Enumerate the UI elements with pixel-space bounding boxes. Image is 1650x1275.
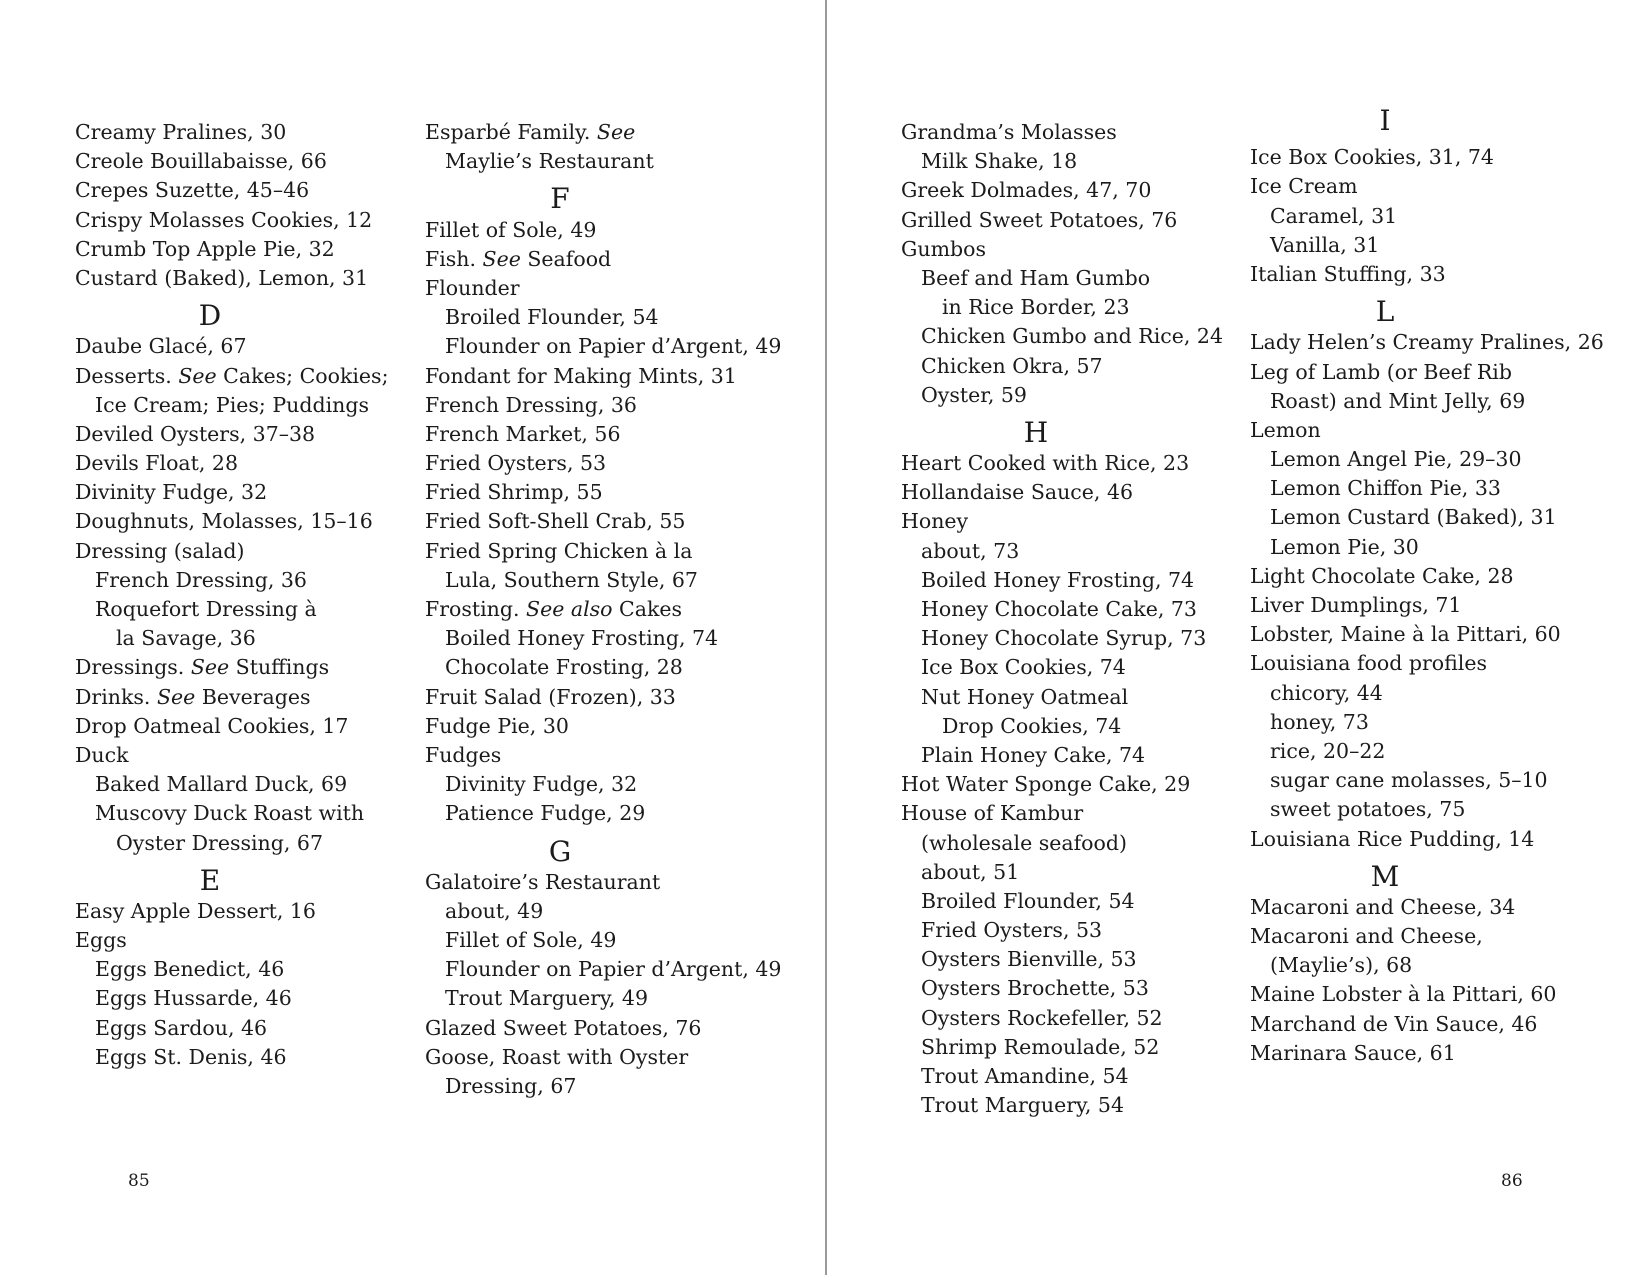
index-section-letter: I xyxy=(1379,104,1391,137)
index-entry-text: Italian Stuffing, 33 xyxy=(1250,261,1446,286)
index-entry-text: Fried Soft-Shell Crab, 55 xyxy=(425,509,686,534)
index-subentry xyxy=(901,147,1231,176)
index-subentry xyxy=(1250,533,1580,562)
right-page xyxy=(826,0,1650,1275)
index-entry-text: Boiled Honey Frosting, 74 xyxy=(921,567,1195,592)
index-entry xyxy=(1250,893,1580,922)
index-subentry xyxy=(901,566,1231,595)
index-entry xyxy=(425,449,755,478)
index-subentry xyxy=(75,1043,405,1072)
index-entry-text: Ice Cream; Pies; Puddings xyxy=(95,392,369,417)
index-entry-text: Crumb Top Apple Pie, 32 xyxy=(75,236,335,261)
index-entry-text: Eggs Benedict, 46 xyxy=(95,957,285,982)
index-subentry xyxy=(901,264,1231,293)
index-entry-text: Vanilla, 31 xyxy=(1270,232,1380,257)
index-entry-text: Honey Chocolate Syrup, 73 xyxy=(921,626,1207,651)
index-subentry xyxy=(425,955,782,984)
index-entry xyxy=(425,478,755,507)
index-entry-text: Baked Mallard Duck, 69 xyxy=(95,772,348,797)
index-subentry xyxy=(901,624,1231,653)
index-entry-text: about, 73 xyxy=(921,538,1020,563)
index-subentry xyxy=(75,984,405,1013)
index-entry xyxy=(75,507,405,536)
index-subentry xyxy=(75,566,405,595)
index-entry xyxy=(1250,172,1580,201)
index-entry-text: Galatoire’s Restaurant xyxy=(425,869,661,894)
index-entry xyxy=(75,478,405,507)
index-subentry xyxy=(425,926,755,955)
index-entry xyxy=(901,176,1231,205)
index-entry-text: Shrimp Remoulade, 52 xyxy=(921,1034,1160,1059)
index-entry-text: Oysters Rockefeller, 52 xyxy=(921,1005,1163,1030)
index-entry xyxy=(75,147,405,176)
index-entry-text: Lemon Angel Pie, 29–30 xyxy=(1270,447,1522,472)
index-entry xyxy=(75,176,405,205)
index-entry xyxy=(425,537,755,566)
index-entry-text: Chicken Gumbo and Rice, 24 xyxy=(921,324,1223,349)
cross-reference-term: See also xyxy=(526,597,613,621)
index-entry-text: Macaroni and Cheese, xyxy=(1250,924,1483,949)
index-entry xyxy=(75,897,405,926)
index-section-letter: D xyxy=(198,299,222,333)
index-entry-text: Trout Marguery, 54 xyxy=(921,1093,1125,1118)
index-entry-text: sweet potatoes, 75 xyxy=(1270,797,1466,822)
index-entry-text: honey, 73 xyxy=(1270,709,1369,734)
index-entry-text: Crispy Molasses Cookies, 12 xyxy=(75,207,373,232)
index-entry-text: Lemon Custard (Baked), 31 xyxy=(1270,505,1557,530)
index-entry xyxy=(1250,358,1580,387)
index-entry-text: Fruit Salad (Frozen), 33 xyxy=(425,684,676,709)
index-entry-text: sugar cane molasses, 5–10 xyxy=(1270,768,1548,793)
index-entry-text: Dressing, 67 xyxy=(445,1074,577,1098)
index-entry-text: Leg of Lamb (or Beef Rib xyxy=(1250,359,1512,384)
index-entry-text: Lemon Chiffon Pie, 33 xyxy=(1270,476,1501,501)
index-subentry xyxy=(75,955,405,984)
index-entry xyxy=(425,118,755,147)
index-entry-text: Easy Apple Dessert, 16 xyxy=(75,898,316,923)
index-entry-text: Chocolate Frosting, 28 xyxy=(445,655,683,680)
index-subentry xyxy=(901,1033,1231,1062)
index-entry-text: Drop Oatmeal Cookies, 17 xyxy=(75,713,349,738)
index-entry-text: Broiled Flounder, 54 xyxy=(921,888,1135,913)
index-subentry xyxy=(901,858,1231,887)
index-entry xyxy=(1250,980,1580,1009)
index-entry-text: Cakes; Cookies; xyxy=(216,363,389,388)
index-section-letter: L xyxy=(1375,295,1395,329)
index-entry-text: Oysters Brochette, 53 xyxy=(921,976,1149,1001)
index-entry-text: French Dressing, 36 xyxy=(425,392,637,417)
index-entry xyxy=(425,216,755,245)
index-entry-text: Roquefort Dressing à xyxy=(95,597,317,621)
index-entry-text: Louisiana Rice Pudding, 14 xyxy=(1250,826,1535,851)
index-entry-text: Marchand de Vin Sauce, 46 xyxy=(1250,1011,1538,1036)
index-entry-text: Caramel, 31 xyxy=(1270,203,1398,228)
index-entry-text: Gumbos xyxy=(901,236,987,261)
index-entry-text: Grilled Sweet Potatoes, 76 xyxy=(901,207,1178,232)
index-subentry xyxy=(1250,679,1580,708)
index-entry xyxy=(901,507,1231,536)
index-entry-text: Heart Cooked with Rice, 23 xyxy=(901,451,1190,476)
index-entry xyxy=(75,449,405,478)
index-entry-text: Ice Cream xyxy=(1250,174,1358,199)
index-column xyxy=(75,118,405,1072)
index-entry xyxy=(1250,649,1580,678)
index-subentry xyxy=(1250,951,1580,980)
index-entry-text: Nut Honey Oatmeal xyxy=(921,684,1129,709)
index-entry-text: Lemon xyxy=(1250,417,1321,442)
index-entry-text: Esparbé Family. xyxy=(425,120,597,144)
index-subentry xyxy=(901,683,1231,712)
index-entry-text: Frosting. xyxy=(425,597,527,621)
index-subentry xyxy=(901,293,1231,322)
index-subentry xyxy=(1250,445,1580,474)
index-entry-text: Devils Float, 28 xyxy=(75,451,238,476)
index-entry xyxy=(1250,922,1580,951)
index-entry-text: Oyster Dressing, 67 xyxy=(116,830,324,855)
index-entry-text: Macaroni and Cheese, 34 xyxy=(1250,894,1516,919)
index-entry-text: Eggs Sardou, 46 xyxy=(95,1015,268,1040)
page-number: 85 xyxy=(128,1171,150,1191)
index-subentry xyxy=(901,916,1231,945)
index-entry-text: Chicken Okra, 57 xyxy=(921,353,1103,378)
index-entry-text: Roast) and Mint Jelly, 69 xyxy=(1270,388,1526,413)
index-subentry xyxy=(75,595,405,624)
index-entry-text: Doughnuts, Molasses, 15–16 xyxy=(75,509,373,534)
index-subentry xyxy=(1250,503,1580,532)
index-subentry xyxy=(425,770,755,799)
index-entry xyxy=(1250,591,1580,620)
index-entry-text: Milk Shake, 18 xyxy=(921,149,1078,174)
index-subentry xyxy=(75,391,405,420)
index-entry-text: in Rice Border, 23 xyxy=(942,295,1130,320)
index-subentry xyxy=(425,566,755,595)
index-subentry xyxy=(425,332,782,361)
index-subentry xyxy=(75,624,405,653)
index-subentry xyxy=(901,595,1231,624)
index-entry-text: Liver Dumplings, 71 xyxy=(1250,593,1462,617)
index-entry-text: Louisiana food profiles xyxy=(1250,651,1488,676)
index-entry-text: Flounder xyxy=(425,275,520,300)
index-entry-text: Marinara Sauce, 61 xyxy=(1250,1040,1456,1065)
index-entry-text: Fillet of Sole, 49 xyxy=(425,217,597,242)
index-entry-text: Daube Glacé, 67 xyxy=(75,334,247,359)
index-entry xyxy=(425,274,755,303)
index-subentry xyxy=(1250,737,1580,766)
index-entry-text: Lemon Pie, 30 xyxy=(1270,534,1419,559)
index-entry xyxy=(1250,328,1604,357)
index-entry-text: Divinity Fudge, 32 xyxy=(445,772,638,797)
index-entry-text: (Maylie’s), 68 xyxy=(1270,953,1413,978)
index-entry-text: Muscovy Duck Roast with xyxy=(95,801,365,826)
index-entry-text: Flounder on Papier d’Argent, 49 xyxy=(445,957,782,982)
index-entry xyxy=(75,926,405,955)
index-entry xyxy=(75,362,405,391)
index-subentry xyxy=(75,799,405,828)
index-entry xyxy=(75,264,405,293)
index-entry-text: House of Kambur xyxy=(901,801,1084,826)
index-entry xyxy=(901,770,1231,799)
index-entry xyxy=(901,206,1231,235)
index-entry-text: Creole Bouillabaisse, 66 xyxy=(75,149,327,174)
index-entry xyxy=(425,420,755,449)
index-entry xyxy=(425,595,755,624)
index-subentry xyxy=(901,1062,1231,1091)
index-subentry xyxy=(425,303,755,332)
index-entry xyxy=(75,332,405,361)
index-subentry xyxy=(901,829,1231,858)
index-subentry xyxy=(425,984,755,1013)
index-subentry xyxy=(901,381,1231,410)
index-subentry xyxy=(1250,795,1580,824)
index-entry xyxy=(1250,1039,1580,1068)
index-entry-text: Eggs St. Denis, 46 xyxy=(95,1044,287,1069)
index-entry-text: Creamy Pralines, 30 xyxy=(75,120,287,144)
index-entry-text: Maine Lobster à la Pittari, 60 xyxy=(1250,982,1557,1007)
index-entry xyxy=(425,1014,755,1043)
index-entry xyxy=(75,118,405,147)
index-entry-text: Crepes Suzette, 45–46 xyxy=(75,178,310,203)
index-entry xyxy=(1250,260,1580,289)
index-entry-text: Desserts. xyxy=(75,363,179,388)
page-number: 86 xyxy=(1501,1171,1523,1191)
index-entry xyxy=(1250,562,1580,591)
index-entry-text: Fried Oysters, 53 xyxy=(425,451,607,476)
cross-reference-term: See xyxy=(156,684,196,709)
index-entry-text: Eggs Hussarde, 46 xyxy=(95,986,292,1011)
index-entry xyxy=(425,507,755,536)
index-subentry xyxy=(901,352,1231,381)
index-entry-text: Eggs xyxy=(75,928,127,953)
index-column xyxy=(425,118,782,1101)
index-entry-text: Dressings. xyxy=(75,655,191,680)
index-entry xyxy=(901,799,1231,828)
index-section-letter: E xyxy=(199,863,221,897)
index-entry xyxy=(75,537,405,566)
index-entry xyxy=(75,683,405,712)
index-entry-text: Grandma’s Molasses xyxy=(901,120,1117,144)
index-entry-text: Boiled Honey Frosting, 74 xyxy=(445,626,719,651)
index-entry xyxy=(75,420,405,449)
index-entry-text: Drinks. xyxy=(75,684,157,709)
cross-reference-term: See xyxy=(596,120,636,144)
index-entry-text: Patience Fudge, 29 xyxy=(445,801,646,826)
index-entry-text: Maylie’s Restaurant xyxy=(445,149,654,174)
index-section-letter: F xyxy=(550,182,570,216)
index-subentry xyxy=(901,712,1231,741)
index-column xyxy=(901,118,1231,1120)
index-subentry xyxy=(901,974,1231,1003)
index-entry xyxy=(425,868,755,897)
index-entry-text: Plain Honey Cake, 74 xyxy=(921,742,1146,767)
index-subentry xyxy=(901,653,1231,682)
index-entry-text: Duck xyxy=(75,742,129,767)
index-entry xyxy=(75,741,405,770)
cross-reference-term: See xyxy=(482,246,521,271)
index-entry-text: about, 51 xyxy=(921,859,1020,884)
index-subentry xyxy=(1250,766,1580,795)
index-entry-text: Trout Marguery, 49 xyxy=(445,986,649,1011)
index-entry-text: Oysters Bienville, 53 xyxy=(921,947,1137,972)
index-entry-text: about, 49 xyxy=(445,898,544,923)
index-entry-text: Divinity Fudge, 32 xyxy=(75,480,268,505)
index-entry xyxy=(425,391,755,420)
index-entry xyxy=(75,653,405,682)
index-entry-text: Cakes xyxy=(612,597,683,621)
index-entry xyxy=(901,478,1231,507)
index-entry-text: Fudge Pie, 30 xyxy=(425,713,569,738)
index-entry-text: Stuffings xyxy=(229,655,330,680)
index-entry-text: Lobster, Maine à la Pittari, 60 xyxy=(1250,622,1561,647)
index-entry-text: Lady Helen’s Creamy Pralines, 26 xyxy=(1250,330,1604,355)
index-entry xyxy=(901,235,1231,264)
index-entry-text: Trout Amandine, 54 xyxy=(921,1064,1129,1088)
index-section-letter: H xyxy=(1023,415,1049,449)
index-entry-text: Light Chocolate Cake, 28 xyxy=(1250,563,1514,588)
index-entry xyxy=(1250,620,1580,649)
index-subentry xyxy=(901,1004,1231,1033)
index-entry xyxy=(901,118,1231,147)
index-subentry xyxy=(1250,708,1580,737)
index-subentry xyxy=(901,1091,1231,1120)
index-entry xyxy=(425,362,755,391)
index-entry xyxy=(425,741,755,770)
index-entry xyxy=(1250,825,1580,854)
index-subentry xyxy=(425,624,755,653)
index-entry-text: Hot Water Sponge Cake, 29 xyxy=(901,772,1191,797)
index-entry-text: Hollandaise Sauce, 46 xyxy=(901,480,1134,505)
index-subentry xyxy=(1250,474,1580,503)
index-subentry xyxy=(1250,231,1580,260)
index-subentry xyxy=(901,945,1231,974)
index-entry-text: French Market, 56 xyxy=(425,421,621,446)
index-entry-text: Honey Chocolate Cake, 73 xyxy=(921,597,1197,621)
index-subentry xyxy=(1250,202,1580,231)
index-entry xyxy=(425,712,755,741)
index-subentry xyxy=(901,887,1231,916)
index-entry-text: Beef and Ham Gumbo xyxy=(921,265,1151,290)
index-entry xyxy=(75,235,405,264)
index-entry-text: Honey xyxy=(901,509,969,534)
index-entry-text: chicory, 44 xyxy=(1270,680,1383,705)
index-entry-text: Custard (Baked), Lemon, 31 xyxy=(75,265,369,290)
index-entry xyxy=(75,712,405,741)
index-entry-text: Deviled Oysters, 37–38 xyxy=(75,421,316,446)
index-subentry xyxy=(425,147,755,176)
index-column xyxy=(1250,104,1604,1068)
index-entry-text: Seafood xyxy=(520,246,612,271)
cross-reference-term: See xyxy=(190,655,230,680)
index-section-letter: M xyxy=(1370,859,1400,893)
index-subentry xyxy=(901,537,1231,566)
index-entry-text: Fondant for Making Mints, 31 xyxy=(425,363,737,388)
index-entry-text: Beverages xyxy=(195,684,311,709)
index-subentry xyxy=(425,897,755,926)
index-subentry xyxy=(75,770,405,799)
index-entry-text: Flounder on Papier d’Argent, 49 xyxy=(445,334,782,359)
index-entry xyxy=(1250,143,1580,172)
index-entry xyxy=(901,449,1231,478)
index-entry-text: Fudges xyxy=(425,742,502,767)
index-section-letter: G xyxy=(548,834,572,868)
index-entry xyxy=(425,1043,755,1072)
index-entry-text: Fillet of Sole, 49 xyxy=(445,928,617,953)
index-entry xyxy=(425,245,755,274)
index-entry-text: Dressing (salad) xyxy=(75,538,245,563)
index-subentry xyxy=(1250,387,1580,416)
index-entry-text: Oyster, 59 xyxy=(921,382,1027,407)
index-entry-text: la Savage, 36 xyxy=(116,626,256,651)
index-entry xyxy=(425,683,755,712)
index-entry-text: Drop Cookies, 74 xyxy=(942,713,1122,738)
index-entry-text: Lula, Southern Style, 67 xyxy=(445,567,698,592)
index-subentry xyxy=(901,322,1231,351)
index-subentry xyxy=(425,653,755,682)
index-entry-text: Fried Shrimp, 55 xyxy=(425,480,603,505)
index-entry-text: Glazed Sweet Potatoes, 76 xyxy=(425,1015,702,1040)
index-subentry xyxy=(425,1072,755,1101)
index-entry-text: Fried Spring Chicken à la xyxy=(425,538,693,563)
index-subentry xyxy=(75,829,405,858)
index-entry-text: Ice Box Cookies, 74 xyxy=(921,655,1126,680)
index-entry-text: Fried Oysters, 53 xyxy=(921,918,1103,943)
index-subentry xyxy=(75,1014,405,1043)
cross-reference-term: See xyxy=(178,363,217,388)
index-entry xyxy=(1250,416,1580,445)
index-entry-text: Ice Box Cookies, 31, 74 xyxy=(1250,145,1494,170)
index-entry-text: (wholesale seafood) xyxy=(921,830,1127,855)
index-subentry xyxy=(901,741,1231,770)
index-entry-text: Fish. xyxy=(425,246,483,271)
index-entry-text: Goose, Roast with Oyster xyxy=(425,1044,689,1069)
index-entry-text: French Dressing, 36 xyxy=(95,567,307,592)
index-entry-text: rice, 20–22 xyxy=(1270,738,1386,763)
index-subentry xyxy=(425,799,755,828)
index-entry xyxy=(1250,1010,1580,1039)
index-entry-text: Broiled Flounder, 54 xyxy=(445,305,659,330)
index-entry xyxy=(75,206,405,235)
index-entry-text: Greek Dolmades, 47, 70 xyxy=(901,178,1152,203)
